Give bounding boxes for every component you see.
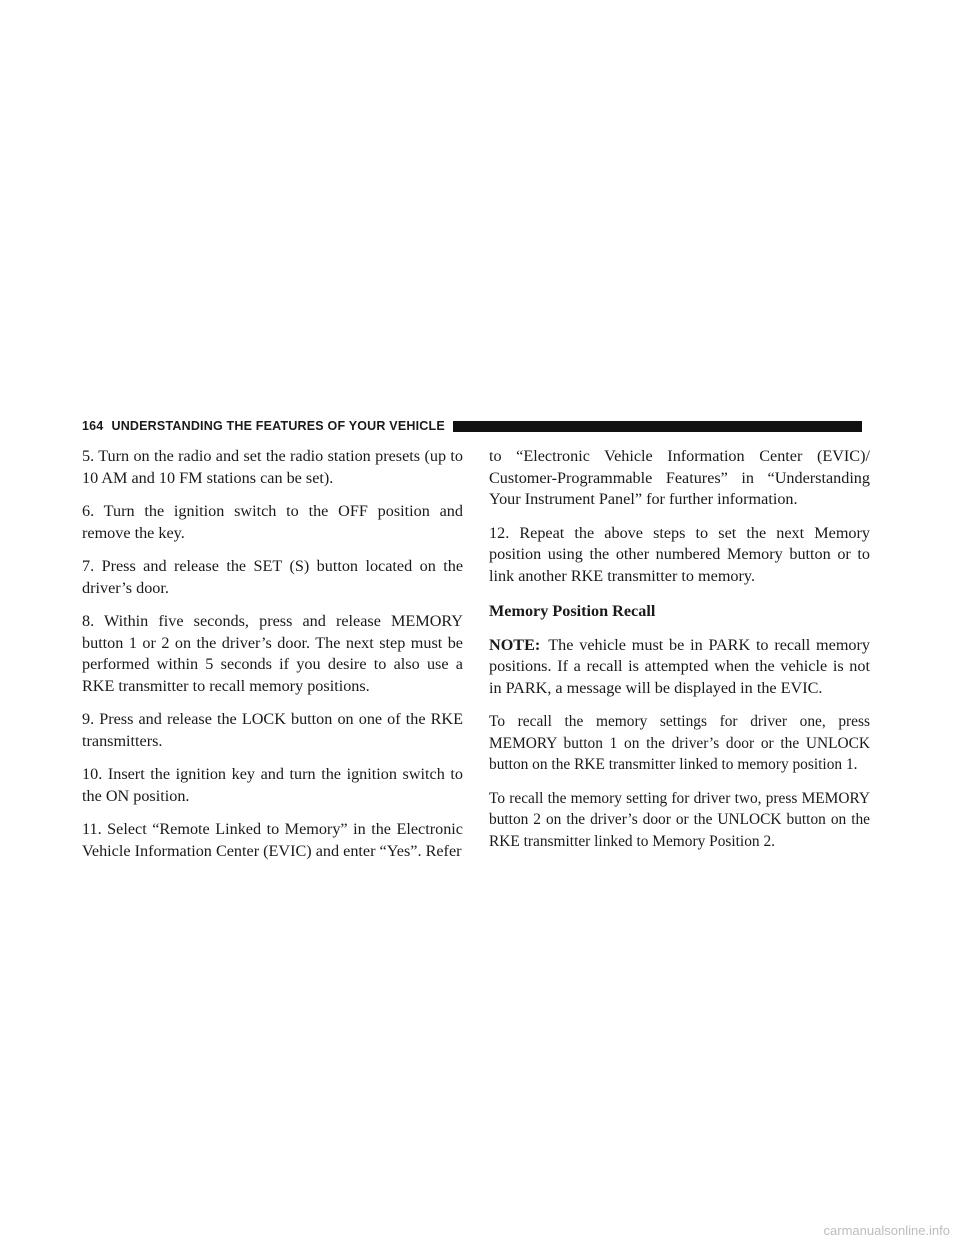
step-9: 9. Press and release the LOCK button on one of the RKE transmitters. — [82, 710, 463, 750]
watermark: carmanualsonline.info — [823, 1223, 950, 1238]
left-column — [82, 446, 463, 874]
step-7: 7. Press and release the SET (S) button located on the driver’s door. — [82, 557, 463, 597]
recall-driver-two: To recall the memory setting for driver two, press MEMORY button 2 on the driver’s door or the UNLOCK button on the RKE transmitter linked to Memory Position 2. — [489, 789, 870, 850]
step-12: 12. Repeat the above steps to set the next Memory position using the other numbered Memory button or to link another RKE transmitter to memory. — [489, 523, 870, 585]
step-11: 11. Select “Remote Linked to Memory” in the Electronic Vehicle Information Center (EVIC) and enter “Yes”. Refer — [82, 820, 463, 860]
right-column — [489, 446, 870, 864]
page-number: 164 — [82, 419, 104, 433]
page-header — [82, 416, 862, 436]
note-label: NOTE: — [489, 635, 541, 654]
step-5: 5. Turn on the radio and set the radio station presets (up to 10 AM and 10 FM stations can be set). — [82, 447, 463, 487]
step-8: 8. Within five seconds, press and release MEMORY button 1 or 2 on the driver’s door. The next step must be performed within 5 seconds if you desire to also use a RKE transmitter to recall memory positions. — [82, 612, 463, 695]
header-rule — [453, 421, 862, 432]
step-10: 10. Insert the ignition key and turn the ignition switch to the ON position. — [82, 765, 463, 805]
recall-driver-one: To recall the memory settings for driver one, press MEMORY button 1 on the driver’s door or the UNLOCK button on the RKE transmitter linked to memory position 1. — [489, 713, 870, 773]
chapter-title: UNDERSTANDING THE FEATURES OF YOUR VEHICLE — [111, 419, 445, 433]
step-11-continuation: to “Electronic Vehicle Information Center (EVIC)/ Customer-Programmable Features” in “Understanding Your Instrument Panel” for further information. — [489, 447, 870, 508]
step-6: 6. Turn the ignition switch to the OFF position and remove the key. — [82, 502, 463, 542]
section-heading-memory-position-recall: Memory Position Recall — [489, 602, 656, 620]
note-text: The vehicle must be in PARK to recall memory positions. If a recall is attempted when the vehicle is not in PARK, a message will be displayed in the EVIC. — [489, 635, 870, 697]
note-paragraph — [489, 635, 870, 700]
